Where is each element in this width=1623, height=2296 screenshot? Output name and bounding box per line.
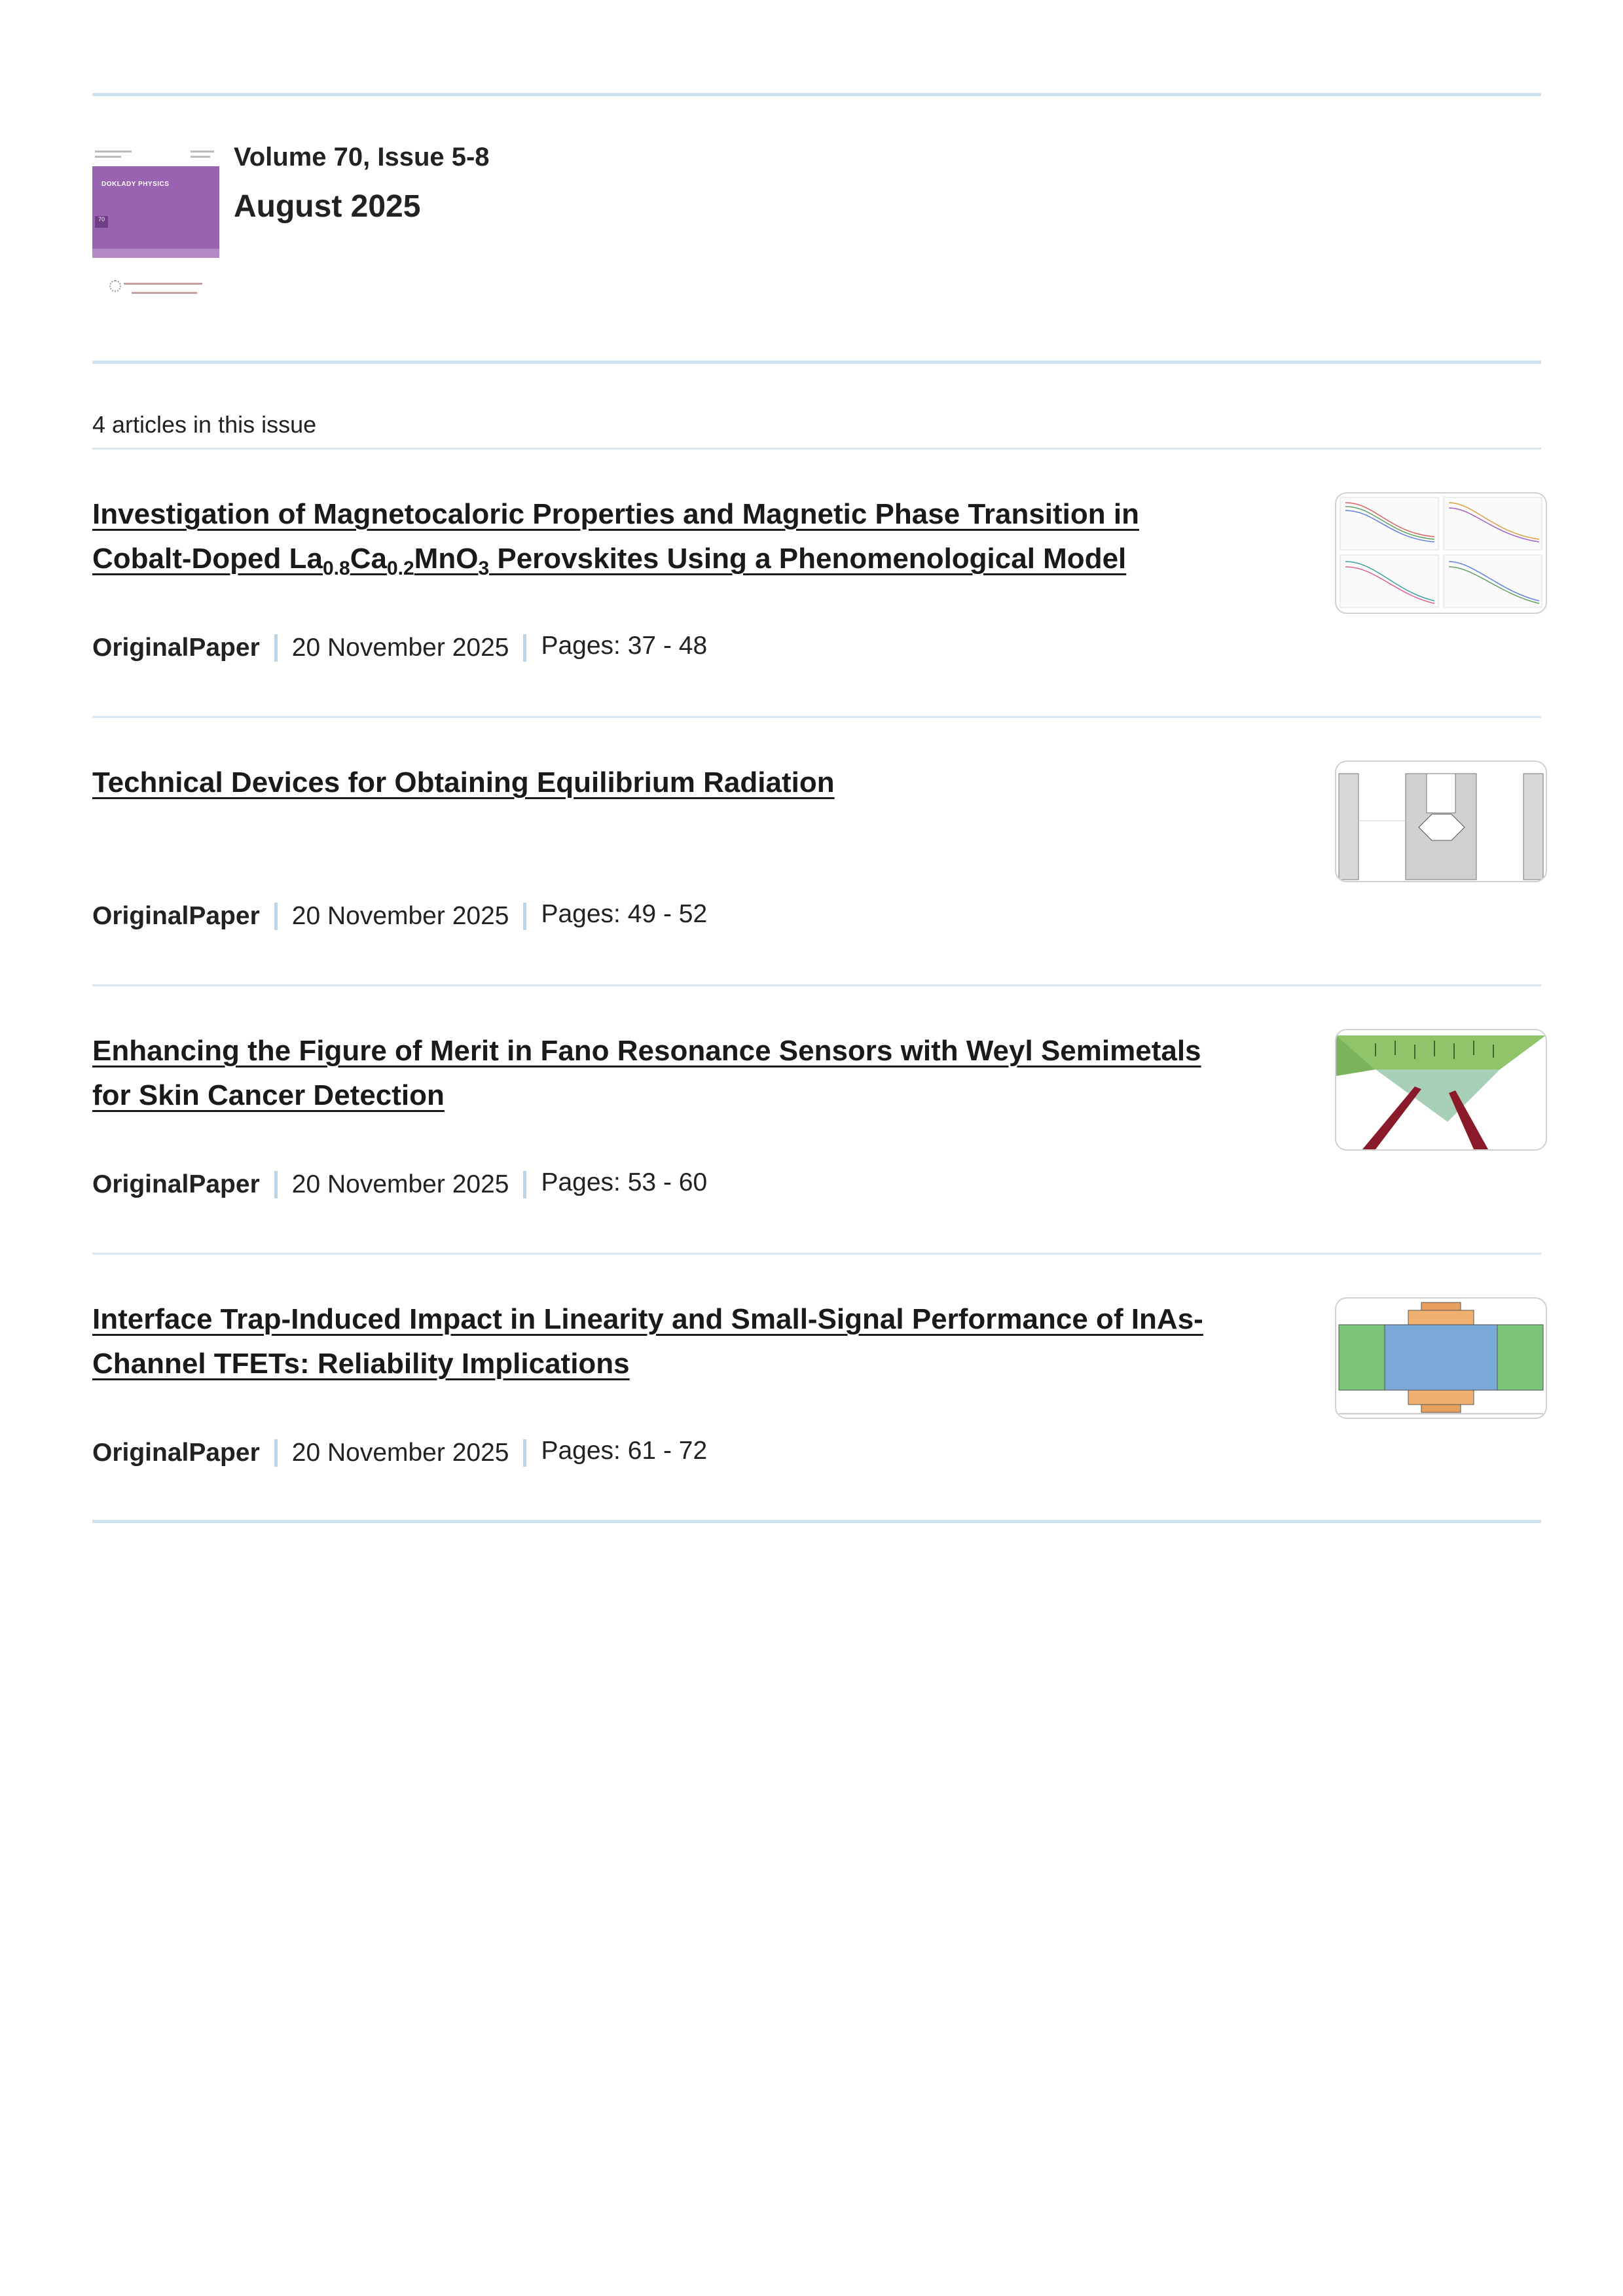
- article-divider: [92, 716, 1541, 718]
- page-range: Pages: 53 - 60: [541, 1168, 708, 1196]
- meta-separator: [523, 634, 526, 662]
- cover-title: DOKLADY PHYSICS: [101, 181, 170, 188]
- publisher-logo-icon: [109, 280, 121, 292]
- tfet-schematic-thumbnail-icon[interactable]: [1335, 1297, 1547, 1419]
- article-meta: [92, 901, 707, 931]
- article-item: [92, 988, 1541, 1257]
- cover-volume: 70: [95, 216, 108, 228]
- line-plots-thumbnail-icon[interactable]: [1335, 492, 1547, 614]
- published-date: 20 November 2025: [291, 633, 509, 662]
- top-divider: [92, 93, 1541, 96]
- article-count: 4 articles in this issue: [92, 411, 317, 438]
- article-divider: [92, 984, 1541, 986]
- article-meta: [92, 1169, 707, 1199]
- meta-separator: [274, 1439, 278, 1467]
- published-date: 20 November 2025: [291, 901, 509, 930]
- article-title-link[interactable]: Interface Trap-Induced Impact in Linearity and Small-Signal Performance of InAs-Channel TFETs: Reliability Implications: [92, 1303, 1203, 1380]
- article-title-link[interactable]: Technical Devices for Obtaining Equilibrium Radiation: [92, 766, 835, 798]
- bottom-divider: [92, 1520, 1541, 1523]
- meta-separator: [523, 903, 526, 930]
- meta-separator: [274, 903, 278, 930]
- meta-separator: [274, 634, 278, 662]
- volume-issue: Volume 70, Issue 5-8: [234, 143, 490, 171]
- page-range: Pages: 49 - 52: [541, 899, 708, 928]
- issue-date: August 2025: [234, 189, 421, 224]
- article-item: [92, 1257, 1541, 1525]
- article-item: [92, 452, 1541, 720]
- meta-separator: [523, 1171, 526, 1198]
- meta-separator: [523, 1439, 526, 1467]
- article-type: OriginalPaper: [92, 901, 260, 930]
- journal-cover-image[interactable]: [92, 144, 219, 308]
- published-date: 20 November 2025: [291, 1438, 509, 1467]
- sensor-prism-thumbnail-icon[interactable]: [1335, 1029, 1547, 1151]
- device-drawing-thumbnail-icon[interactable]: [1335, 761, 1547, 882]
- header-divider: [92, 361, 1541, 364]
- article-item: [92, 720, 1541, 988]
- page-range: Pages: 61 - 72: [541, 1436, 708, 1465]
- article-type: OriginalPaper: [92, 633, 260, 662]
- article-divider: [92, 1253, 1541, 1255]
- page-range: Pages: 37 - 48: [541, 631, 708, 660]
- published-date: 20 November 2025: [291, 1170, 509, 1198]
- article-meta: [92, 1437, 707, 1467]
- count-divider: [92, 448, 1541, 450]
- article-type: OriginalPaper: [92, 1170, 260, 1198]
- article-title-link[interactable]: Investigation of Magnetocaloric Properties and Magnetic Phase Transition in Cobalt-Doped $La_{0.8}Ca_{0.2}MnO_3$ Perovskites Using a Phenomenological Model: [92, 498, 1139, 579]
- article-title-link[interactable]: Enhancing the Figure of Merit in Fano Resonance Sensors with Weyl Semimetals for Skin Cancer Detection: [92, 1035, 1201, 1111]
- article-meta: [92, 632, 707, 662]
- meta-separator: [274, 1171, 278, 1198]
- article-type: OriginalPaper: [92, 1438, 260, 1467]
